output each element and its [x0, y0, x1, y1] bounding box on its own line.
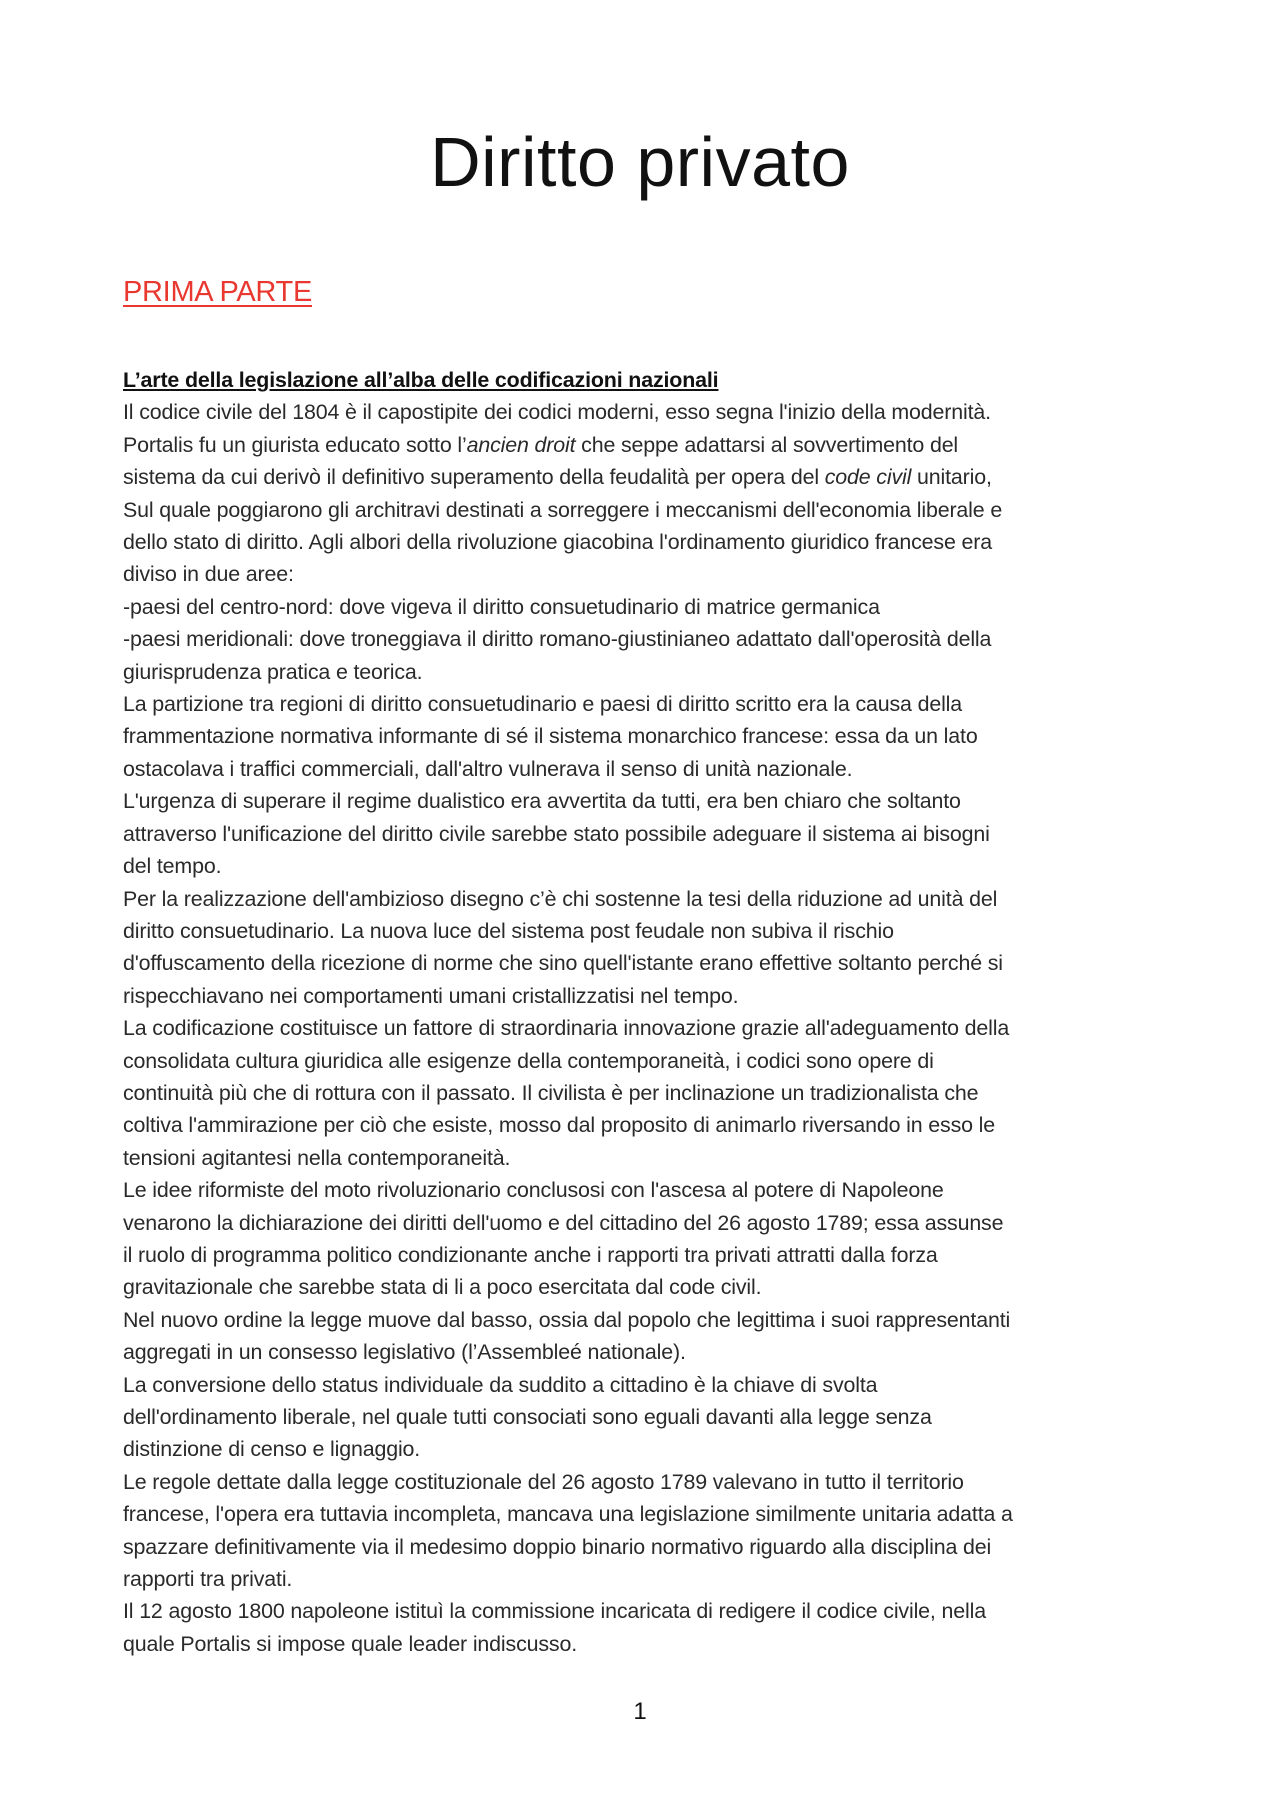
text-line: -paesi meridionali: dove troneggiava il diritto romano-giustinianeo adattato dall'operosità della — [123, 627, 992, 652]
text-line: diviso in due aree: — [123, 562, 294, 587]
text-line: rapporti tra privati. — [123, 1567, 293, 1592]
text-line: diritto consuetudinario. La nuova luce del sistema post feudale non subiva il rischio — [123, 918, 894, 943]
text-line: Le regole dettate dalla legge costituzionale del 26 agosto 1789 valevano in tutto il territorio — [123, 1469, 964, 1494]
text-line: distinzione di censo e lignaggio. — [123, 1437, 421, 1462]
text-line: coltiva l'ammirazione per ciò che esiste, mosso dal proposito di animarlo riversando in esso le — [123, 1113, 996, 1138]
text-line: Le idee riformiste del moto rivoluzionario conclusosi con l'ascesa al potere di Napoleone — [123, 1178, 944, 1203]
text-line: dello stato di diritto. Agli albori della rivoluzione giacobina l'ordinamento giuridico francese era — [123, 530, 992, 555]
text-line: L'urgenza di superare il regime dualistico era avvertita da tutti, era ben chiaro che soltanto — [123, 789, 961, 814]
text-line: venarono la dichiarazione dei diritti dell'uomo e del cittadino del 26 agosto 1789; essa assunse — [123, 1210, 1004, 1235]
section-heading: L’arte della legislazione all’alba delle codificazioni nazionali — [123, 368, 719, 392]
text-line: quale Portalis si impose quale leader indiscusso. — [123, 1631, 577, 1656]
text-line: Sul quale poggiarono gli architravi destinati a sorreggere i meccanismi dell'economia liberale e — [123, 497, 1003, 522]
text-line: Il codice civile del 1804 è il capostipite dei codici moderni, esso segna l'inizio della modernità. — [123, 400, 991, 425]
part-heading: PRIMA PARTE — [123, 276, 313, 308]
paragraph-lines — [123, 396, 1168, 1660]
text-line: spazzare definitivamente via il medesimo doppio binario normativo riguardo alla disciplina dei — [123, 1534, 992, 1559]
text-line: Il 12 agosto 1800 napoleone istituì la commissione incaricata di redigere il codice civile, nella — [123, 1599, 986, 1624]
text-line: rispecchiavano nei comportamenti umani cristallizzatisi nel tempo. — [123, 983, 739, 1008]
text-line: del tempo. — [123, 854, 222, 879]
text-line: continuità più che di rottura con il passato. Il civilista è per inclinazione un tradizionalista che — [123, 1080, 979, 1105]
italic-term: code civil — [824, 465, 912, 490]
document-title: Diritto privato — [430, 123, 850, 201]
text-line: francese, l'opera era tuttavia incompleta, mancava una legislazione similmente unitaria adatta a — [123, 1502, 1013, 1527]
text-line: attraverso l'unificazione del diritto civile sarebbe stato possibile adeguare il sistema ai bisogni — [123, 821, 990, 846]
text-line: consolidata cultura giuridica alle esigenze della contemporaneità, i codici sono opere di — [123, 1048, 934, 1073]
text-line: il ruolo di programma politico condizionante anche i rapporti tra privati attratti dalla forza — [123, 1242, 938, 1267]
text-line: d'offuscamento della ricezione di norme che sino quell'istante erano effettive soltanto perché si — [123, 951, 1003, 976]
text-line: La codificazione costituisce un fattore di straordinaria innovazione grazie all'adeguamento della — [123, 1016, 1010, 1041]
text-line: aggregati in un consesso legislativo (l’Assembleé nationale). — [123, 1340, 686, 1365]
page-number: 1 — [633, 1698, 647, 1725]
text-line: frammentazione normativa informante di sé il sistema monarchico francese: essa da un lato — [123, 724, 978, 749]
text-line: gravitazionale che sarebbe stata di li a poco esercitata dal code civil. — [123, 1275, 762, 1300]
text-line: Portalis fu un giurista educato sotto l’ancien droit che seppe adattarsi al sovvertimento del — [123, 432, 959, 457]
text-line: dell'ordinamento liberale, nel quale tutti consociati sono eguali davanti alla legge senza — [123, 1405, 932, 1429]
text-line: Per la realizzazione dell'ambizioso disegno c’è chi sostenne la tesi della riduzione ad unità del — [123, 886, 998, 911]
text-line: ostacolava i traffici commerciali, dall'altro vulnerava il senso di unità nazionale. — [123, 756, 853, 781]
text-line: giurisprudenza pratica e teorica. — [123, 659, 423, 684]
text-line: -paesi del centro-nord: dove vigeva il diritto consuetudinario di matrice germanica — [123, 594, 880, 619]
text-line: tensioni agitantesi nella contemporaneità. — [123, 1145, 511, 1170]
text-line: La conversione dello status individuale da suddito a cittadino è la chiave di svolta — [123, 1372, 878, 1397]
text-line: La partizione tra regioni di diritto consuetudinario e paesi di diritto scritto era la causa della — [123, 692, 963, 717]
text-line: sistema da cui derivò il definitivo superamento della feudalità per opera del code civil unitario, — [123, 465, 992, 490]
text-line: Nel nuovo ordine la legge muove dal basso, ossia dal popolo che legittima i suoi rappresentanti — [123, 1307, 1011, 1332]
body-text — [123, 364, 1168, 1660]
italic-term: ancien droit — [466, 432, 576, 457]
